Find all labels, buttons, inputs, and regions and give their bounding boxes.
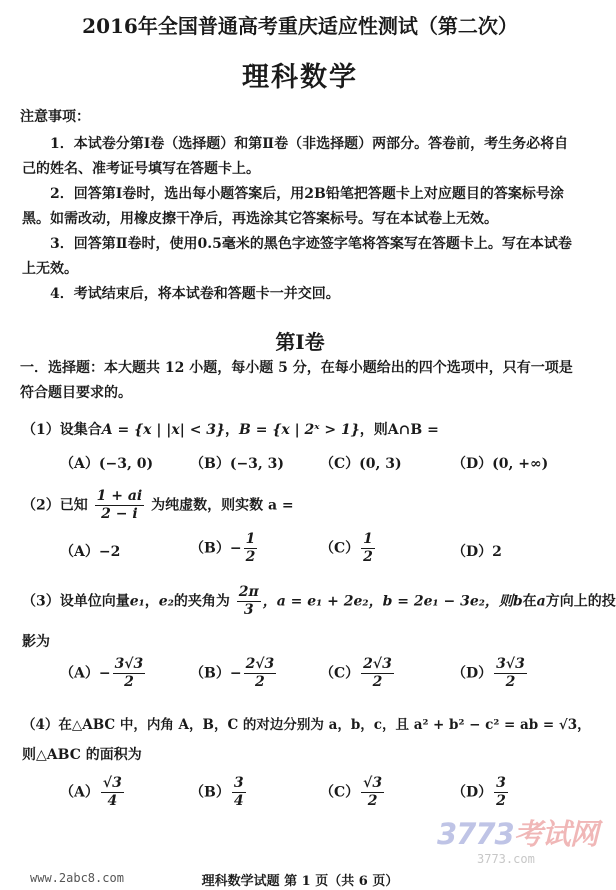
q2-value-a: −2 <box>98 544 121 560</box>
q1-option-b: （B）(−3, 3) <box>190 456 285 472</box>
q4-fraction-a <box>101 775 124 810</box>
q1-option-d: （D）(0, +∞) <box>452 456 549 472</box>
q3-c-num: 2√3 <box>363 656 392 672</box>
q3-b-den: 2 <box>255 674 265 690</box>
q4-fraction-c <box>361 775 384 810</box>
q4-label-d: （D） <box>452 784 493 801</box>
q4-line-2: 则△ABC 的面积为 <box>22 747 142 763</box>
q3-sign-b: − <box>229 665 242 682</box>
q3-angle-num: 2π <box>238 584 259 600</box>
q3-equations: ，a = e₁ + 2e₂，b = 2e₁ − 3e₂，则 <box>262 593 513 610</box>
q1-option-a: （A）(−3, 0) <box>60 456 154 472</box>
q3-a-num: 3√3 <box>114 656 144 672</box>
q3-sep: ， <box>144 593 159 610</box>
q4-a-den: 4 <box>107 793 118 809</box>
q3-suffix: 方向上的投 <box>545 593 616 610</box>
note-item: 1．本试卷分第Ⅰ卷（选择题）和第Ⅱ卷（非选择题）两部分。答卷前，考生务必将自己的姓名、准考证号填写在答题卡上。 <box>22 136 569 177</box>
q4-d-num: 3 <box>496 775 506 791</box>
q3-d-den: 2 <box>505 674 516 690</box>
q2-c-den: 2 <box>363 549 373 565</box>
notes-heading: 注意事项： <box>20 109 90 125</box>
q3-c-den: 2 <box>372 674 383 690</box>
q1-set-a: A = {x | |x| < 3} <box>101 422 226 438</box>
logo-number: 3773 <box>437 817 514 851</box>
q1-prefix: （1）设集合 <box>22 422 102 438</box>
q2-prefix: （2）已知 <box>22 497 88 514</box>
q2-fraction-b <box>244 531 258 566</box>
q4-c-num: √3 <box>363 775 383 791</box>
q2-c-num: 1 <box>363 531 373 547</box>
q1-sep: ， <box>225 422 240 438</box>
q3-label-b: （B） <box>190 665 230 682</box>
q2-suffix: 为纯虚数，则实数 a = <box>151 497 294 514</box>
q3-in: 在 <box>522 593 537 610</box>
logo-url: 3773.com <box>477 852 535 866</box>
question-1 <box>22 419 439 439</box>
q4-option-d <box>452 775 510 810</box>
q3-fraction-a <box>113 656 146 691</box>
q2-fraction <box>95 488 145 523</box>
q2-fraction-den: 2 − i <box>101 506 138 522</box>
q3-label-d: （D） <box>452 665 493 682</box>
q3-option-b <box>190 656 278 691</box>
q3-d-num: 3√3 <box>496 656 525 672</box>
q3-mid: 的夹角为 <box>173 593 230 610</box>
q3-a-den: 2 <box>124 674 134 690</box>
q2-label-a: （A） <box>60 544 99 560</box>
q4-fraction-b <box>232 775 246 810</box>
section-intro: 一．选择题：本大题共 12 小题，每小题 5 分，在每小题给出的四个选项中，只有一项是符合题目要求的。 <box>20 360 573 401</box>
note-item: 3．回答第Ⅱ卷时，使用0.5毫米的黑色字迹签字笔将答案写在答题卡上。写在本试卷上无效。 <box>22 236 572 277</box>
q2-fraction-num: 1 + ai <box>96 488 143 504</box>
q4-b-num: 3 <box>233 775 244 791</box>
q2-label-c: （C） <box>320 540 360 557</box>
q2-label-b: （B） <box>190 540 230 557</box>
q3-angle-fraction <box>237 584 261 619</box>
q1-set-b: B = {x | 2ˣ > 1} <box>239 422 360 438</box>
q3-label-c: （C） <box>320 665 360 682</box>
q3-prefix: （3）设单位向量 <box>22 593 130 610</box>
section-title: 第Ⅰ卷 <box>275 330 325 354</box>
q4-label-b: （B） <box>190 784 230 801</box>
page-footer: 理科数学试题 第 1 页（共 6 页） <box>201 874 399 889</box>
q4-d-den: 2 <box>496 793 506 809</box>
note-item: 2．回答第Ⅰ卷时，选出每小题答案后，用2B铅笔把答题卡上对应题目的答案标号涂黑。如需改动，用橡皮擦干净后，再选涂其它答案标号。写在本试卷上无效。 <box>22 186 564 227</box>
q2-label-d: （D） <box>452 544 493 560</box>
q3-b-num: 2√3 <box>245 656 275 672</box>
q4-label-c: （C） <box>320 784 360 801</box>
question-2 <box>22 488 294 523</box>
watermark-url: www.2abc8.com <box>30 871 124 885</box>
q2-value-d: 2 <box>492 544 502 560</box>
q2-b-num: 1 <box>245 531 256 547</box>
site-logo <box>437 812 598 878</box>
q3-option-c <box>320 656 396 691</box>
q3-e1: e₁ <box>129 593 145 610</box>
q4-c-den: 2 <box>367 793 378 809</box>
q4-fraction-d <box>494 775 508 810</box>
q2-option-a <box>60 541 120 561</box>
logo-wordmark <box>437 812 598 853</box>
q3-b-vec: b <box>512 593 523 610</box>
question-3 <box>22 584 616 619</box>
q4-option-a <box>60 775 126 810</box>
q2-b-den: 2 <box>245 549 256 565</box>
q3-line-2: 影为 <box>22 634 50 650</box>
q1-option-c: （C）(0, 3) <box>320 456 402 472</box>
q3-fraction-b <box>244 656 277 691</box>
q2-fraction-c <box>361 531 375 566</box>
q3-sign-a: − <box>98 665 111 682</box>
q4-label-a: （A） <box>60 784 99 801</box>
q4-b-den: 4 <box>233 793 244 809</box>
q3-e2: e₂ <box>158 593 174 610</box>
note-item: 4．考试结束后，将本试卷和答题卡一并交回。 <box>50 286 340 302</box>
q3-fraction-c <box>361 656 394 691</box>
exam-title: 2016年全国普通高考重庆适应性测试（第二次） <box>82 14 518 38</box>
q2-option-b <box>190 531 259 566</box>
q4-option-c <box>320 775 386 810</box>
q4-a-num: √3 <box>102 775 122 791</box>
q1-suffix: ，则A∩B = <box>359 422 439 438</box>
logo-word: 考试网 <box>513 817 598 851</box>
question-4: （4）在△ABC 中，内角 A，B，C 的对边分别为 a，b，c，且 a² + b² − c² = ab = √3， <box>22 717 591 733</box>
q2-option-c <box>320 531 377 566</box>
q2-option-d <box>452 541 502 561</box>
q2-sign-b: − <box>229 540 242 557</box>
q4-option-b <box>190 775 248 810</box>
q3-option-a <box>60 656 147 691</box>
q3-option-d <box>452 656 529 691</box>
q3-label-a: （A） <box>60 665 99 682</box>
q3-fraction-d <box>494 656 527 691</box>
subject-title: 理科数学 <box>242 62 358 93</box>
q3-angle-den: 3 <box>243 602 254 618</box>
q3-a-vec: a <box>536 593 546 610</box>
